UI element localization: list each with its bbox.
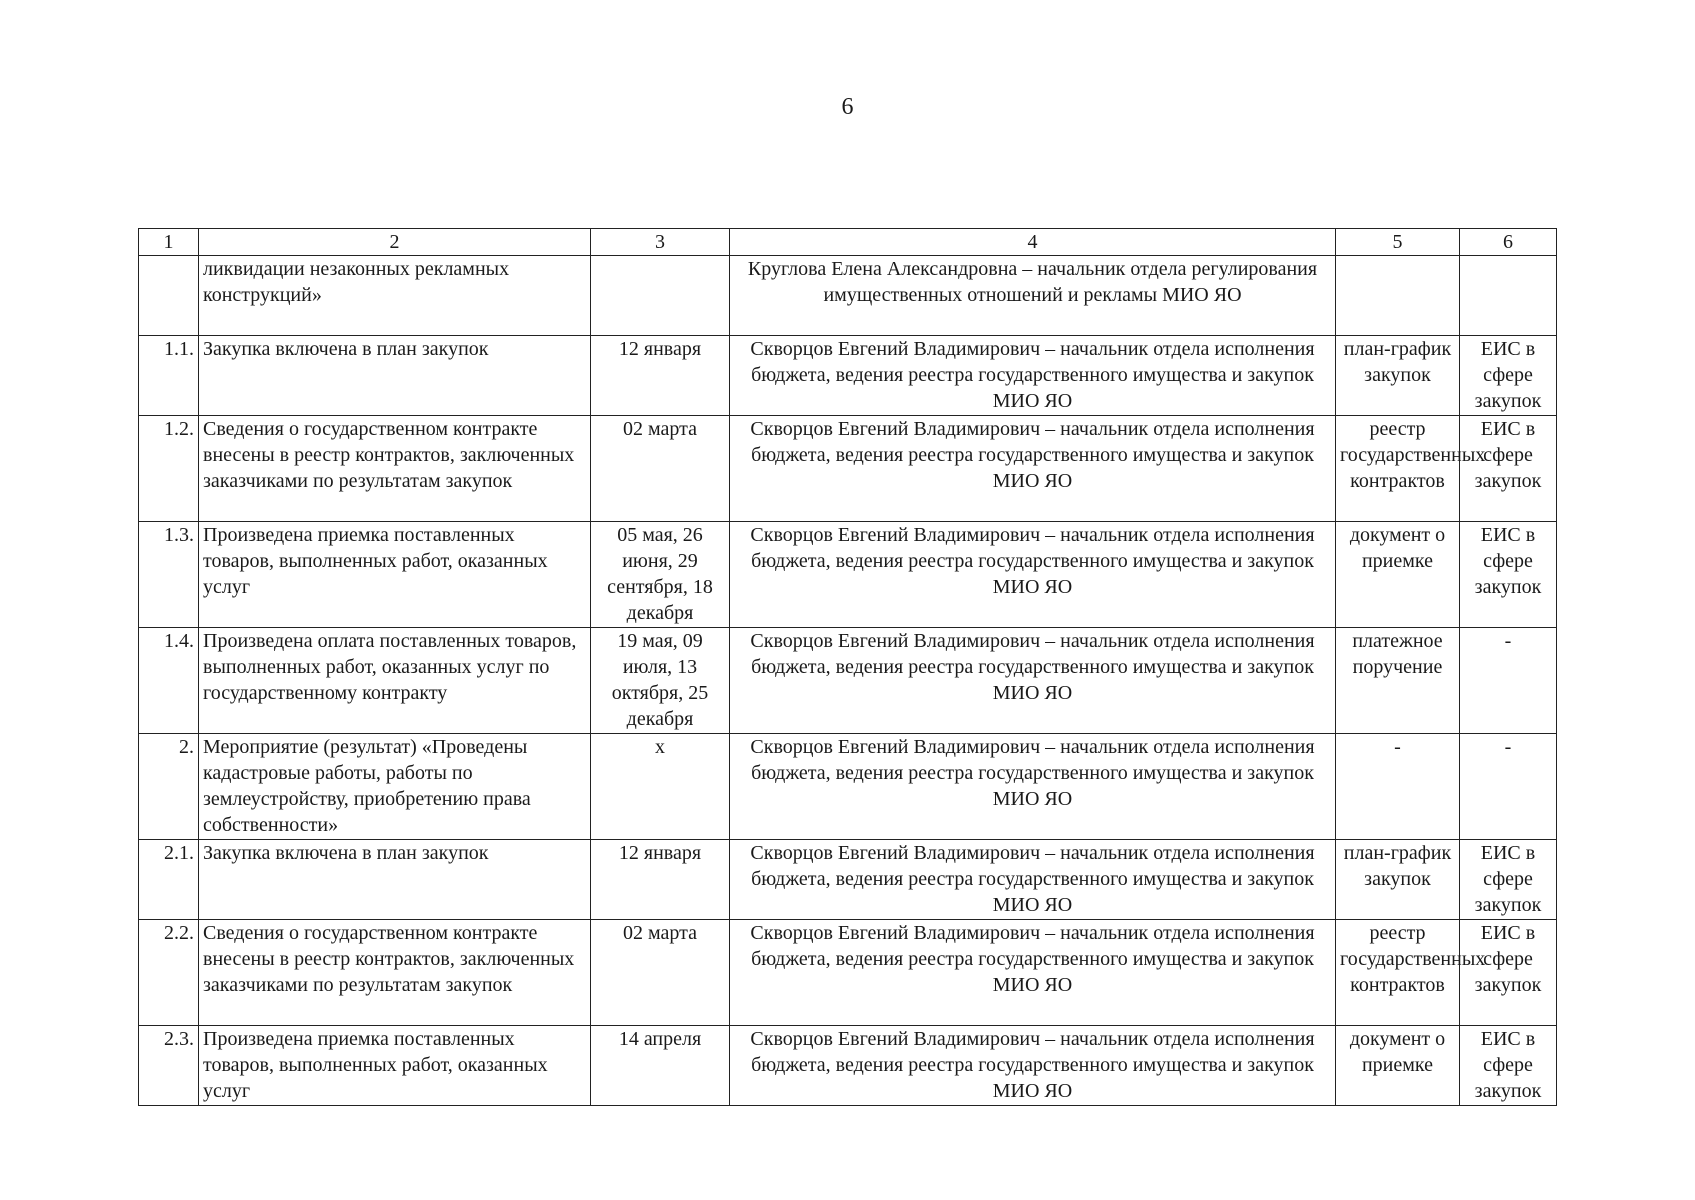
responsible-person: Скворцов Евгений Владимирович – начальник отдела исполнения бюджета, ведения реестра государственного имущества и закупок МИО ЯО	[730, 1026, 1336, 1106]
row-number: 1.1.	[139, 336, 199, 416]
confirming-document: -	[1336, 734, 1460, 840]
table-row	[139, 256, 1557, 336]
row-number: 1.3.	[139, 522, 199, 628]
information-system: -	[1460, 734, 1557, 840]
measure-name: Сведения о государственном контракте внесены в реестр контрактов, заключенных заказчиками по результатам закупок	[199, 920, 591, 1026]
measure-name: Закупка включена в план закупок	[199, 840, 591, 920]
column-number: 4	[730, 229, 1336, 256]
responsible-person: Скворцов Евгений Владимирович – начальник отдела исполнения бюджета, ведения реестра государственного имущества и закупок МИО ЯО	[730, 416, 1336, 522]
information-system: ЕИС в сфере закупок	[1460, 1026, 1557, 1106]
table-row	[139, 840, 1557, 920]
column-number: 2	[199, 229, 591, 256]
deadline-date: 05 мая, 26 июня, 29 сентября, 18 декабря	[591, 522, 730, 628]
table-row	[139, 734, 1557, 840]
column-number: 3	[591, 229, 730, 256]
deadline-date: х	[591, 734, 730, 840]
table-row	[139, 920, 1557, 1026]
responsible-person: Круглова Елена Александровна – начальник отдела регулирования имущественных отношений и рекламы МИО ЯО	[730, 256, 1336, 336]
measure-name: Произведена приемка поставленных товаров, выполненных работ, оказанных услуг	[199, 1026, 591, 1106]
responsible-person: Скворцов Евгений Владимирович – начальник отдела исполнения бюджета, ведения реестра государственного имущества и закупок МИО ЯО	[730, 628, 1336, 734]
row-number: 2.2.	[139, 920, 199, 1026]
measure-name: Мероприятие (результат) «Проведены кадастровые работы, работы по землеустройству, приобретению права собственности»	[199, 734, 591, 840]
deadline-date: 02 марта	[591, 920, 730, 1026]
responsible-person: Скворцов Евгений Владимирович – начальник отдела исполнения бюджета, ведения реестра государственного имущества и закупок МИО ЯО	[730, 734, 1336, 840]
row-number: 1.4.	[139, 628, 199, 734]
measure-name: Закупка включена в план закупок	[199, 336, 591, 416]
confirming-document: документ о приемке	[1336, 1026, 1460, 1106]
measures-table	[138, 228, 1557, 1106]
row-number: 2.1.	[139, 840, 199, 920]
measure-name: Произведена оплата поставленных товаров, выполненных работ, оказанных услуг по государственному контракту	[199, 628, 591, 734]
confirming-document: план-график закупок	[1336, 336, 1460, 416]
page-number: 6	[841, 94, 854, 120]
information-system: ЕИС в сфере закупок	[1460, 522, 1557, 628]
row-number: 2.	[139, 734, 199, 840]
table-row	[139, 1026, 1557, 1106]
column-number: 5	[1336, 229, 1460, 256]
confirming-document: документ о приемке	[1336, 522, 1460, 628]
responsible-person: Скворцов Евгений Владимирович – начальник отдела исполнения бюджета, ведения реестра государственного имущества и закупок МИО ЯО	[730, 920, 1336, 1026]
deadline-date: 14 апреля	[591, 1026, 730, 1106]
confirming-document: реестр государственных контрактов	[1336, 920, 1460, 1026]
information-system: -	[1460, 628, 1557, 734]
information-system: ЕИС в сфере закупок	[1460, 920, 1557, 1026]
information-system: ЕИС в сфере закупок	[1460, 416, 1557, 522]
row-number: 1.2.	[139, 416, 199, 522]
confirming-document: платежное поручение	[1336, 628, 1460, 734]
measure-name: Произведена приемка поставленных товаров, выполненных работ, оказанных услуг	[199, 522, 591, 628]
deadline-date	[591, 256, 730, 336]
deadline-date: 12 января	[591, 840, 730, 920]
table-row	[139, 416, 1557, 522]
confirming-document: реестр государственных контрактов	[1336, 416, 1460, 522]
table-row	[139, 336, 1557, 416]
column-number: 1	[139, 229, 199, 256]
measure-name: ликвидации незаконных рекламных конструкций»	[199, 256, 591, 336]
column-number: 6	[1460, 229, 1557, 256]
confirming-document: план-график закупок	[1336, 840, 1460, 920]
confirming-document	[1336, 256, 1460, 336]
column-number-row	[139, 229, 1557, 256]
row-number	[139, 256, 199, 336]
information-system: ЕИС в сфере закупок	[1460, 336, 1557, 416]
deadline-date: 02 марта	[591, 416, 730, 522]
responsible-person: Скворцов Евгений Владимирович – начальник отдела исполнения бюджета, ведения реестра государственного имущества и закупок МИО ЯО	[730, 522, 1336, 628]
deadline-date: 12 января	[591, 336, 730, 416]
table-row	[139, 522, 1557, 628]
responsible-person: Скворцов Евгений Владимирович – начальник отдела исполнения бюджета, ведения реестра государственного имущества и закупок МИО ЯО	[730, 840, 1336, 920]
deadline-date: 19 мая, 09 июля, 13 октября, 25 декабря	[591, 628, 730, 734]
information-system: ЕИС в сфере закупок	[1460, 840, 1557, 920]
table-row	[139, 628, 1557, 734]
responsible-person: Скворцов Евгений Владимирович – начальник отдела исполнения бюджета, ведения реестра государственного имущества и закупок МИО ЯО	[730, 336, 1336, 416]
row-number: 2.3.	[139, 1026, 199, 1106]
measure-name: Сведения о государственном контракте внесены в реестр контрактов, заключенных заказчиками по результатам закупок	[199, 416, 591, 522]
information-system	[1460, 256, 1557, 336]
